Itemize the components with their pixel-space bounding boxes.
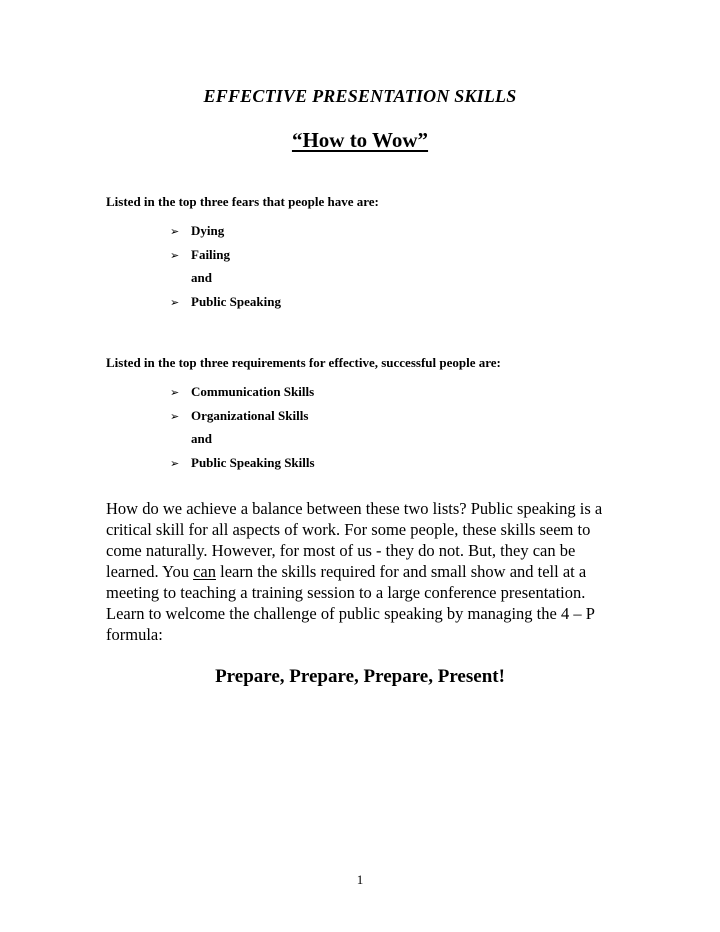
body-paragraph (106, 498, 626, 645)
paragraph-part2: learn the skills required for and small show and tell at a meeting to teaching a training session to a large conference presentation. Learn to welcome the challenge of public speaking by managing the 4 – P formula: (106, 562, 595, 644)
list-item-label: Public Speaking Skills (191, 454, 315, 470)
requirements-list (170, 380, 315, 474)
slogan: Prepare, Prepare, Prepare, Present! (215, 666, 505, 687)
arrow-bullet-icon: ➢ (170, 456, 180, 470)
arrow-bullet-icon: ➢ (170, 248, 180, 262)
list-item-label: Public Speaking (191, 293, 281, 309)
fears-heading: Listed in the top three fears that people have are: (106, 194, 379, 209)
list-item (170, 380, 315, 404)
paragraph-part1: How do we achieve a balance between these two lists? Public speaking is a critical skill for all aspects of work. For some people, these skills seem to come naturally. However, for most of us - they do not. But, they can be learned. You (106, 499, 603, 581)
requirements-heading: Listed in the top three requirements for effective, successful people are: (106, 355, 501, 370)
list-conjunction (170, 427, 315, 451)
arrow-bullet-icon: ➢ (170, 225, 180, 238)
list-item-label: Failing (191, 246, 231, 262)
conjunction-text: and (191, 431, 212, 446)
document-subtitle (0, 128, 720, 153)
document-title: EFFECTIVE PRESENTATION SKILLS (203, 86, 517, 106)
list-item-label: Dying (191, 223, 225, 238)
list-item (170, 243, 281, 267)
list-item-label: Organizational Skills (191, 407, 309, 423)
fears-list (170, 219, 281, 313)
arrow-bullet-icon: ➢ (170, 295, 180, 309)
list-item-label: Communication Skills (191, 384, 315, 399)
arrow-bullet-icon: ➢ (170, 409, 180, 423)
list-conjunction (170, 266, 281, 290)
list-item (170, 451, 315, 475)
paragraph-emphasis: can (193, 562, 216, 581)
list-item (170, 219, 281, 243)
list-item (170, 290, 281, 314)
conjunction-text: and (191, 270, 212, 285)
subtitle-text: “How to Wow” (291, 128, 429, 152)
page-number: 1 (356, 872, 364, 887)
list-item (170, 404, 315, 428)
arrow-bullet-icon: ➢ (170, 386, 180, 399)
